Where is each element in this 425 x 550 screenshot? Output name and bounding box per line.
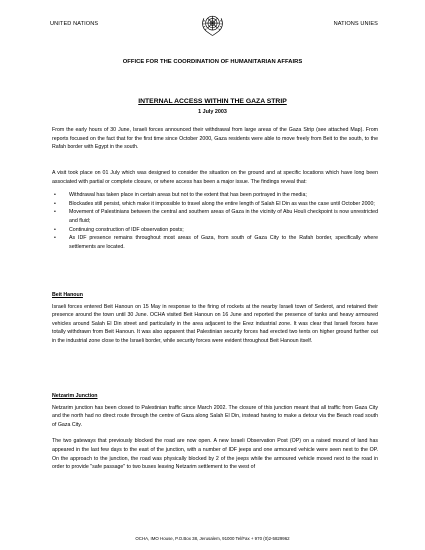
section-heading-netzarim: Netzarim Junction	[52, 393, 98, 399]
list-item	[52, 200, 378, 209]
document-date: 1 July 2003	[198, 109, 227, 115]
netzarim-text-1: Netzarim junction has been closed to Palestinian traffic since March 2002. The closure of this junction meant that all traffic from Gaza City and the north had no direct route through the centre of Gaza along Salah El Din, instead having to make a detour via the Beach road south of Gaza City.	[52, 404, 378, 428]
intro-paragraph	[52, 126, 378, 152]
office-heading: OFFICE FOR THE COORDINATION OF HUMANITARIAN AFFAIRS	[122, 59, 303, 65]
section-heading-beit-hanoun: Beit Hanoun	[52, 292, 83, 298]
bullet-icon: •	[54, 192, 56, 199]
list-item	[52, 191, 378, 200]
beit-hanoun-section	[52, 291, 378, 346]
finding-text: Withdrawal has taken place in certain areas but not to the extent that has been portrayed in the media;	[69, 192, 307, 199]
findings-list	[52, 191, 378, 251]
list-item	[52, 234, 378, 251]
list-item	[52, 208, 378, 225]
list-item	[52, 226, 378, 235]
finding-text: Continuing construction of IDF observation posts;	[69, 226, 184, 233]
intro-text: From the early hours of 30 June, Israeli forces announced their withdrawal from large areas of the Gaza Strip (see attached Map). From reports focused on the fact that for the first time since October 2000, Gaza residents were able to move freely from Beit to the south, to the Rafah border with Egypt in the south.	[52, 127, 378, 151]
visit-section	[52, 169, 378, 251]
header-right: NATIONS UNIES	[333, 21, 378, 27]
bullet-icon: •	[54, 200, 56, 207]
finding-text: Movement of Palestinians between the central and southern areas of Gaza in the vicinity of Abu Houli checkpoint is now unrestricted and fluid;	[69, 209, 378, 224]
un-emblem-icon	[201, 12, 224, 38]
bullet-icon: •	[54, 235, 56, 242]
beit-hanoun-text: Israeli forces entered Beit Hanoun on 15 May in response to the firing of rockets at the nearby Israeli town of Sederot, and retained their presence around the town until 30 June. OCHA visited Beit Hanoun on 16 June and reported the presence of tanks and heavy armoured vehicles around Salah El Din street and particularly in the area adjacent to the Erez industrial zone. It was clear that Israeli forces have totally withdrawn from Beit Hanoun. It was also apparent that Palestinian security forces had erected two tents on higher ground further out in the industrial zone close to the Israeli border, while security forces were evident throughout Beit Hanoun itself.	[52, 303, 378, 344]
document-title: INTERNAL ACCESS WITHIN THE GAZA STRIP	[138, 98, 287, 105]
netzarim-text-2: The two gateways that previously blocked the road are now open. A new Israeli Observation Post (OP) on a raised mound of land has appeared in the last few days to the east of the junction, with a number of IDF jeeps and one armoured vehicle were seen next to the OP. On the approach to the junction, the road was physically blocked by 2 of the jeeps while the armoured vehicle moved next to the road in order to provide "safe passage" to two buses leaving Netzarim settlement to the west of	[52, 438, 378, 471]
visit-text: A visit took place on 01 July which was designed to consider the situation on the ground and at specific locations which have long been associated with partial or complete closure, or where access has been a major issue. The findings reveal that:	[52, 170, 378, 185]
finding-text: Blockades still persist, which make it impossible to travel along the entire length of Salah El Din as was the case until October 2000;	[69, 200, 375, 207]
netzarim-section	[52, 392, 378, 472]
header-left: UNITED NATIONS	[50, 21, 99, 27]
bullet-icon: •	[54, 226, 56, 233]
page-footer: OCHA, IMO House, P.O.Box 38, Jerusalem, 91000 Tel/Fax + 970 (0)2-5829962	[135, 536, 290, 541]
bullet-icon: •	[54, 209, 56, 216]
finding-text: As IDF presence remains throughout most areas of Gaza, from south of Gaza City to the Rafah border, specifically where settlements are located.	[69, 235, 378, 250]
